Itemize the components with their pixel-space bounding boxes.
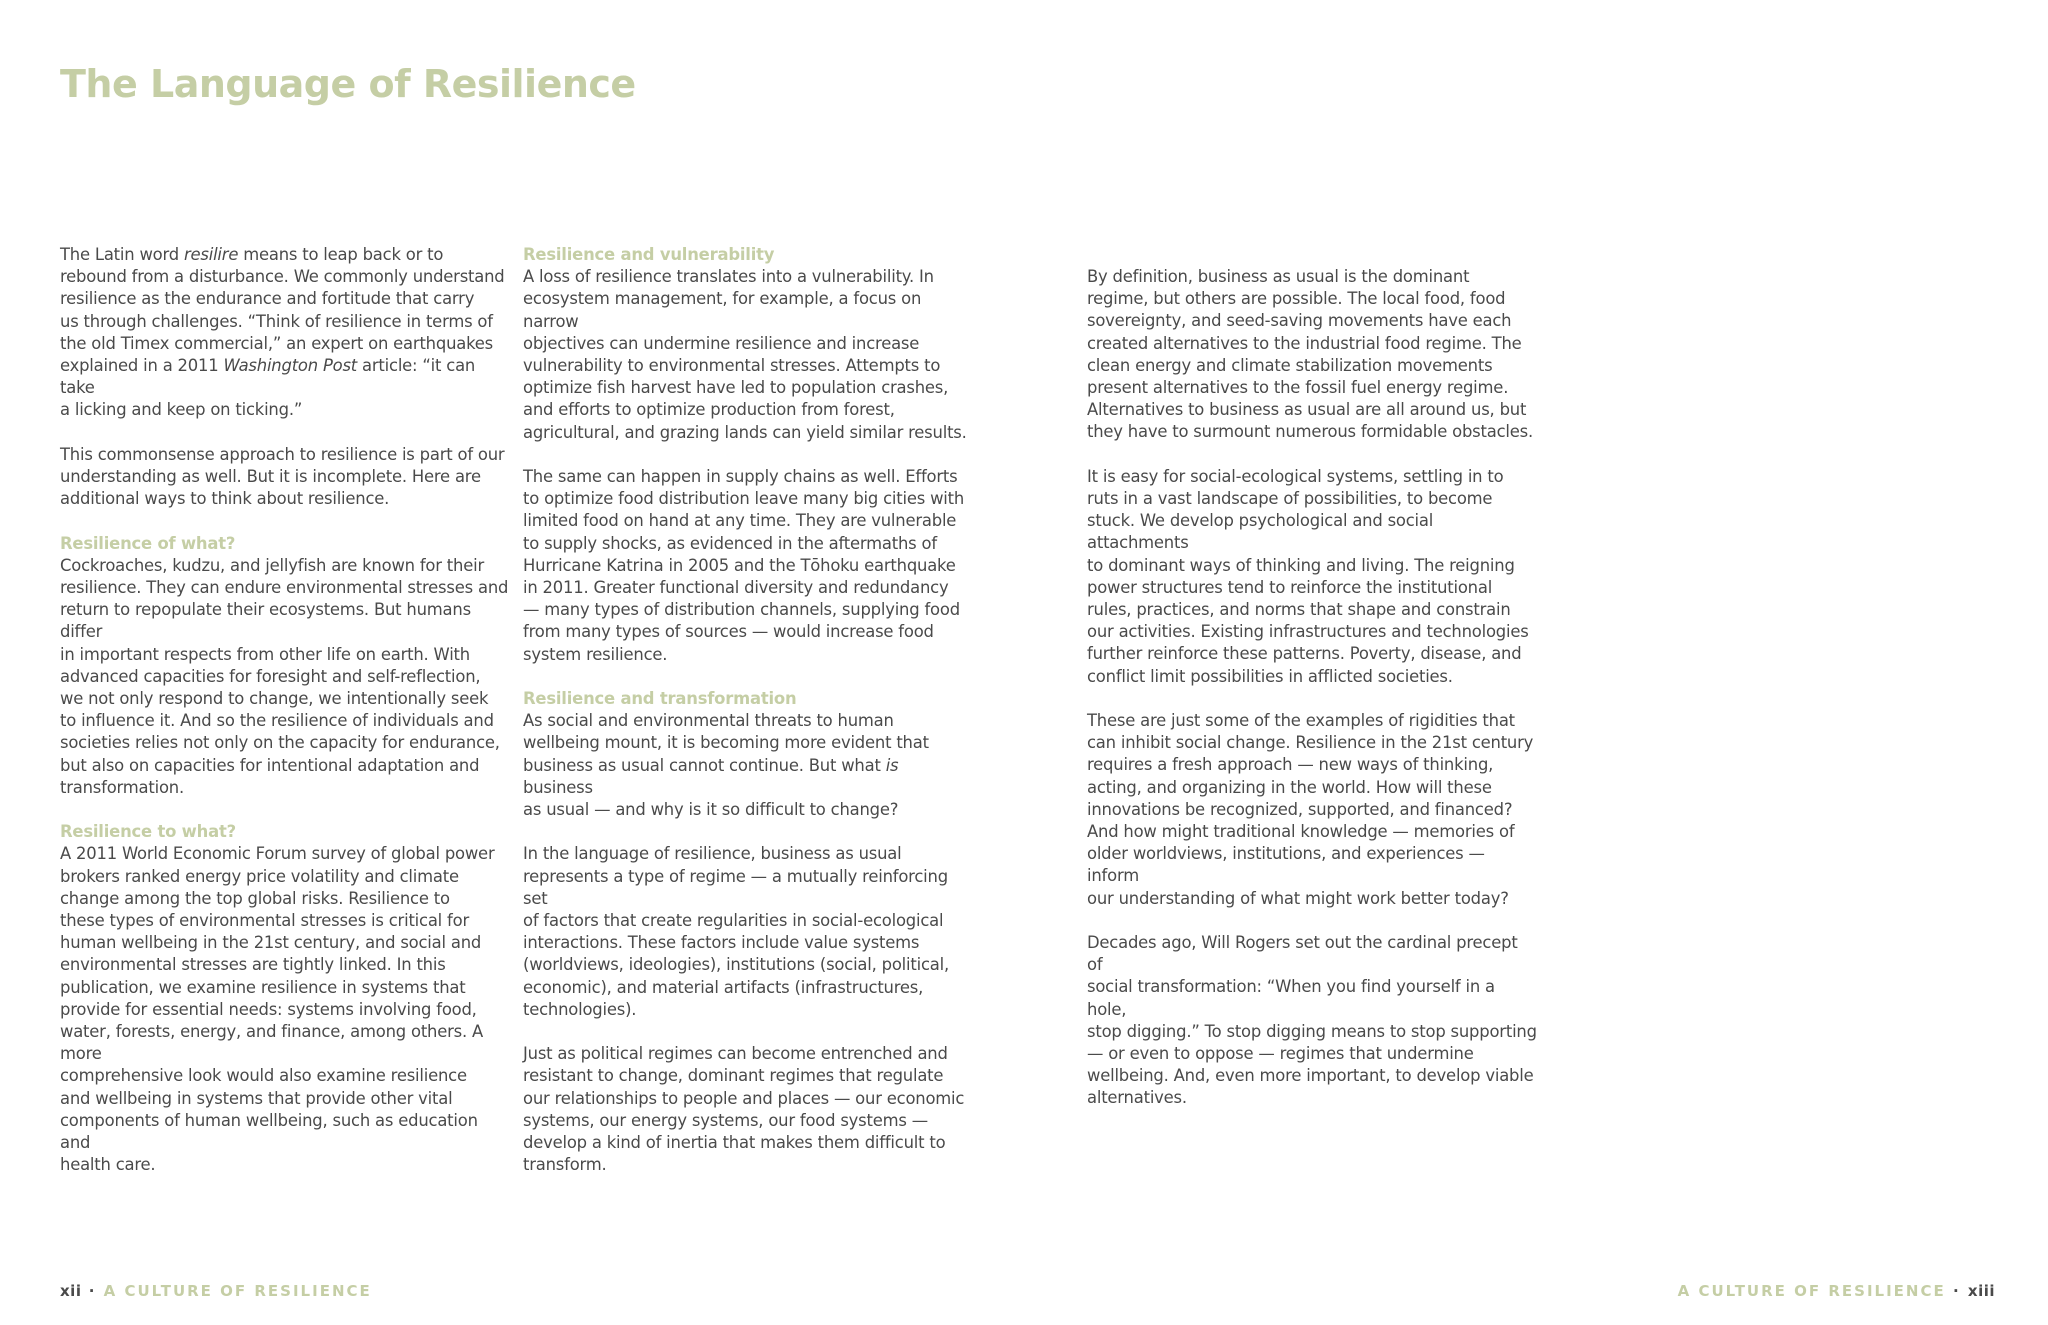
text-run: The Latin word — [60, 245, 184, 264]
text-column-2 — [523, 244, 973, 1199]
text-run: article: “it can take a licking and keep on ticking.” — [60, 356, 476, 420]
page-number-left: xii — [60, 1282, 82, 1300]
paragraph: In the language of resilience, business as usual represents a type of regime — a mutually reinforcing set of factors that create regularities in social-ecological interactions. These factors include value systems (worldviews, ideologies), institutions (social, political, economic), and material artifacts (infrastructures, technologies). — [523, 844, 949, 1019]
section-heading: Resilience and vulnerability — [523, 245, 775, 264]
italic-publication: Washington Post — [223, 356, 358, 376]
paragraph: It is easy for social-ecological systems, settling in to ruts in a vast landscape of possibilities, to become stuck. We develop psychological and social attachments to dominant ways of thinking and living. The reigning power structures tend to reinforce the institutional rules, practices, and norms that shape and constrain our activities. Existing infrastructures and technologies further reinforce these patterns. Poverty, disease, and conflict limit possibilities in afflicted societies. — [1087, 466, 1529, 686]
italic-word: is — [885, 755, 899, 775]
paragraph: These are just some of the examples of rigidities that can inhibit social change. Resilience in the 21st century requires a fresh approach — new ways of thinking, acting, and organizing in the world. How will these innovations be recognized, supported, and financed? And how might traditional knowledge — memories of older worldviews, institutions, and experiences — inform our understanding of what might work better today? — [1087, 711, 1534, 908]
paragraph: Just as political regimes can become entrenched and resistant to change, dominant regimes that regulate our relationships to people and places — our economic systems, our energy systems, our food systems — develop a kind of inertia that makes them difficult to transform. — [523, 1044, 965, 1175]
paragraph: By definition, business as usual is the dominant regime, but others are possible. The local food, food sovereignty, and seed-saving movements have each created alternatives to the industrial food regime. The clean energy and climate stabilization movements present alternatives to the fossil fuel energy regime. Alternatives to business as usual are all around us, but they have to surmount numerous formidable obstacles. — [1087, 267, 1533, 442]
paragraph — [523, 710, 973, 821]
text-column-3 — [1087, 266, 1537, 1132]
paragraph: Decades ago, Will Rogers set out the cardinal precept of social transformation: “When you find yourself in a hole, stop digging.” To stop digging means to stop supporting — or even to oppose — regimes that undermine wellbeing. And, even more important, to develop viable alternatives. — [1087, 933, 1537, 1108]
paragraph: Cockroaches, kudzu, and jellyfish are known for their resilience. They can endure environmental stresses and return to repopulate their ecosystems. But humans differ in important respects from other life on earth. With advanced capacities for foresight and self-reflection, we not only respond to change, we intentionally seek to influence it. And so the resilience of individuals and societies relies not only on the capacity for endurance, but also on capacities for intentional adaptation and transformation. — [60, 555, 509, 797]
running-title-left: A CULTURE OF RESILIENCE — [103, 1282, 372, 1300]
footer-left — [60, 1282, 372, 1300]
italic-term: resilire — [183, 245, 239, 264]
text-run: business as usual — and why is it so difficult to change? — [523, 777, 899, 820]
text-column-1 — [60, 244, 510, 1199]
text-run: means to leap back or to rebound from a disturbance. We commonly understand resilience as the endurance and fortitude that carry us through challenges. “Think of resilience in terms of the old Timex commercial,” an expert on earthquakes explained in a 2011 — [60, 245, 505, 376]
paragraph: A 2011 World Economic Forum survey of global power brokers ranked energy price volatility and climate change among the top global risks. Resilience to these types of environmental stresses is critical for human wellbeing in the 21st century, and social and environmental stresses are tightly linked. In this publication, we examine resilience in systems that provide for essential needs: systems involving food, water, forests, energy, and finance, among others. A more comprehensive look would also examine resilience and wellbeing in systems that provide other vital components of human wellbeing, such as education and health care. — [60, 844, 495, 1175]
section-heading: Resilience and transformation — [523, 689, 797, 709]
page-number-right: xiii — [1967, 1282, 1995, 1300]
paragraph — [60, 244, 510, 422]
footer-right — [1678, 1282, 1995, 1300]
text-run: As social and environmental threats to human wellbeing mount, it is becoming more evident that business as usual cannot continue. But what — [523, 711, 929, 775]
section-heading: Resilience to what? — [60, 822, 236, 842]
section-heading: Resilience of what? — [60, 533, 236, 553]
paragraph: The same can happen in supply chains as well. Efforts to optimize food distribution leave many big cities with limited food on hand at any time. They are vulnerable to supply shocks, as evidenced in the aftermaths of Hurricane Katrina in 2005 and the Tōhoku earthquake in 2011. Greater functional diversity and redundancy — many types of distribution channels, supplying food from many types of sources — would increase food system resilience. — [523, 467, 965, 664]
paragraph: A loss of resilience translates into a vulnerability. In ecosystem management, for example, a focus on narrow objectives can undermine resilience and increase vulnerability to environmental stresses. Attempts to optimize fish harvest have led to population crashes, and efforts to optimize production from forest, agricultural, and grazing lands can yield similar results. — [523, 267, 967, 442]
running-title-right: A CULTURE OF RESILIENCE — [1677, 1282, 1946, 1300]
paragraph: This commonsense approach to resilience is part of our understanding as well. But it is incomplete. Here are additional ways to think about resilience. — [60, 444, 505, 509]
page-title: The Language of Resilience — [60, 62, 636, 106]
footer-separator: · — [81, 1282, 104, 1300]
footer-separator: · — [1945, 1282, 1968, 1300]
